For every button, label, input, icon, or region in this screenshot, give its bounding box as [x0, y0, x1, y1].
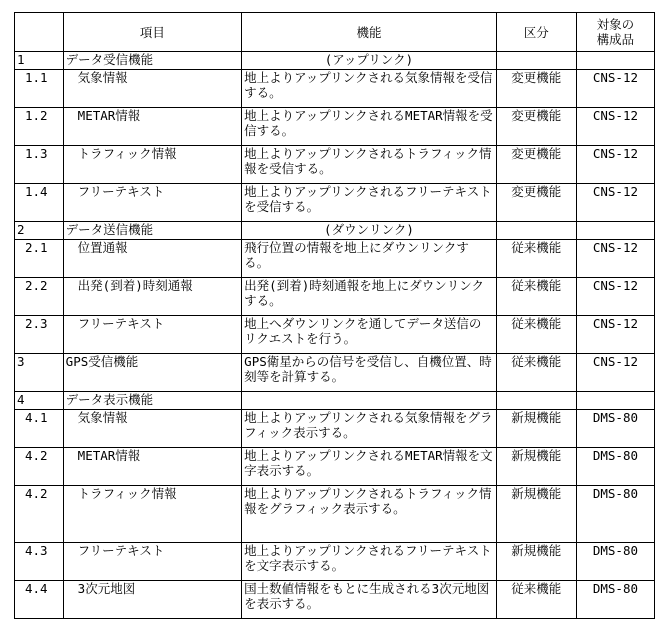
row-function: 地上よりアップリンクされる気象情報を受信する。 [242, 70, 497, 108]
row-component: CNS-12 [576, 146, 654, 184]
table-row [15, 581, 655, 619]
row-function: (アップリンク) [242, 52, 497, 70]
row-category: 変更機能 [496, 108, 576, 146]
row-category [496, 222, 576, 240]
table-row [15, 354, 655, 392]
row-item: データ表示機能 [63, 392, 242, 410]
row-component: CNS-12 [576, 108, 654, 146]
row-item: METAR情報 [63, 448, 242, 486]
row-number: 2.1 [15, 240, 64, 278]
row-number: 1.3 [15, 146, 64, 184]
table-row [15, 108, 655, 146]
table-row [15, 392, 655, 410]
row-item: METAR情報 [63, 108, 242, 146]
table-row [15, 222, 655, 240]
row-item: 3次元地図 [63, 581, 242, 619]
row-component: DMS-80 [576, 543, 654, 581]
row-item: 気象情報 [63, 70, 242, 108]
table-header-row [15, 13, 655, 52]
row-number: 4.2 [15, 448, 64, 486]
header-item: 項目 [63, 13, 242, 52]
header-function: 機能 [242, 13, 497, 52]
row-category: 新規機能 [496, 543, 576, 581]
row-function: 地上よりアップリンクされるフリーテキストを受信する。 [242, 184, 497, 222]
header-category: 区分 [496, 13, 576, 52]
header-component [576, 13, 654, 52]
header-component-line2: 構成品 [596, 32, 635, 47]
row-item: データ送信機能 [63, 222, 242, 240]
row-function: 出発(到着)時刻通報を地上にダウンリンクする。 [242, 278, 497, 316]
table-body [15, 52, 655, 619]
row-number: 4.2 [15, 486, 64, 543]
row-number: 1.4 [15, 184, 64, 222]
row-category: 新規機能 [496, 410, 576, 448]
table-row [15, 52, 655, 70]
row-component: CNS-12 [576, 354, 654, 392]
row-item: GPS受信機能 [63, 354, 242, 392]
table-row [15, 486, 655, 543]
table-row [15, 543, 655, 581]
row-number: 4 [15, 392, 64, 410]
table-row [15, 410, 655, 448]
row-function: 地上へダウンリンクを通してデータ送信のリクエストを行う。 [242, 316, 497, 354]
row-component: CNS-12 [576, 316, 654, 354]
row-item: フリーテキスト [63, 316, 242, 354]
table-row [15, 70, 655, 108]
row-function: 地上よりアップリンクされるMETAR情報を受信する。 [242, 108, 497, 146]
table-row [15, 240, 655, 278]
row-category: 従来機能 [496, 581, 576, 619]
row-item: フリーテキスト [63, 543, 242, 581]
row-number: 1 [15, 52, 64, 70]
row-number: 2.3 [15, 316, 64, 354]
row-component: DMS-80 [576, 448, 654, 486]
row-category [496, 52, 576, 70]
function-table-sheet [14, 12, 655, 619]
row-component: CNS-12 [576, 278, 654, 316]
row-category: 変更機能 [496, 184, 576, 222]
row-component: DMS-80 [576, 410, 654, 448]
row-category: 従来機能 [496, 354, 576, 392]
table-row [15, 278, 655, 316]
row-category: 変更機能 [496, 146, 576, 184]
header-component-line1: 対象の [596, 17, 635, 32]
row-function: 地上よりアップリンクされるMETAR情報を文字表示する。 [242, 448, 497, 486]
row-number: 2 [15, 222, 64, 240]
row-item: トラフィック情報 [63, 486, 242, 543]
row-function: GPS衛星からの信号を受信し、自機位置、時刻等を計算する。 [242, 354, 497, 392]
function-table [14, 12, 655, 619]
row-component: CNS-12 [576, 240, 654, 278]
row-number: 4.4 [15, 581, 64, 619]
row-component [576, 392, 654, 410]
header-number [15, 13, 64, 52]
row-function: 地上よりアップリンクされるフリーテキストを文字表示する。 [242, 543, 497, 581]
row-item: 出発(到着)時刻通報 [63, 278, 242, 316]
row-number: 1.2 [15, 108, 64, 146]
row-component [576, 222, 654, 240]
row-number: 4.1 [15, 410, 64, 448]
row-item: データ受信機能 [63, 52, 242, 70]
table-row [15, 146, 655, 184]
row-category: 新規機能 [496, 448, 576, 486]
row-component: DMS-80 [576, 486, 654, 543]
row-function: 国土数値情報をもとに生成される3次元地図を表示する。 [242, 581, 497, 619]
row-component: DMS-80 [576, 581, 654, 619]
row-item: 位置通報 [63, 240, 242, 278]
row-number: 1.1 [15, 70, 64, 108]
row-function [242, 392, 497, 410]
row-category: 従来機能 [496, 278, 576, 316]
row-category: 従来機能 [496, 240, 576, 278]
row-category [496, 392, 576, 410]
table-row [15, 184, 655, 222]
table-row [15, 316, 655, 354]
row-component: CNS-12 [576, 70, 654, 108]
row-category: 従来機能 [496, 316, 576, 354]
row-component [576, 52, 654, 70]
row-function: 地上よりアップリンクされるトラフィック情報を受信する。 [242, 146, 497, 184]
row-number: 2.2 [15, 278, 64, 316]
row-function: 地上よりアップリンクされる気象情報をグラフィック表示する。 [242, 410, 497, 448]
row-component: CNS-12 [576, 184, 654, 222]
row-item: トラフィック情報 [63, 146, 242, 184]
row-category: 新規機能 [496, 486, 576, 543]
row-item: 気象情報 [63, 410, 242, 448]
row-function: 地上よりアップリンクされるトラフィック情報をグラフィック表示する。 [242, 486, 497, 543]
table-row [15, 448, 655, 486]
row-category: 変更機能 [496, 70, 576, 108]
row-number: 4.3 [15, 543, 64, 581]
row-function: 飛行位置の情報を地上にダウンリンクする。 [242, 240, 497, 278]
row-function: (ダウンリンク) [242, 222, 497, 240]
row-number: 3 [15, 354, 64, 392]
row-item: フリーテキスト [63, 184, 242, 222]
